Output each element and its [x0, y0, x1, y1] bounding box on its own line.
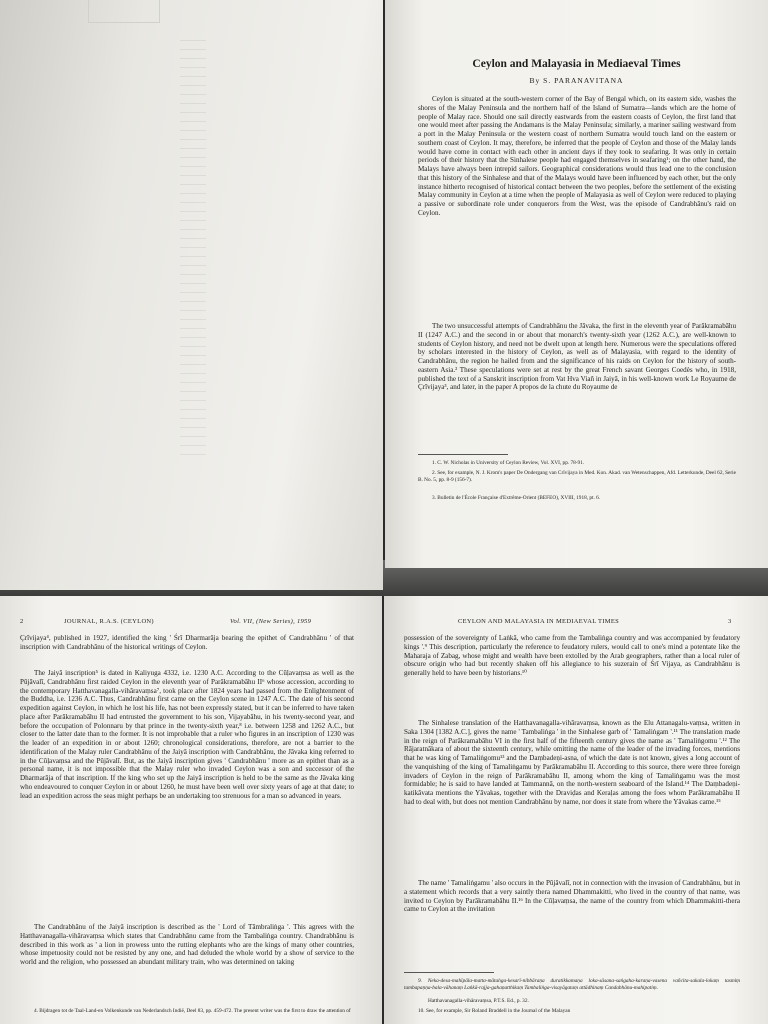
article-first-page [385, 0, 768, 568]
footnote-rule [404, 972, 494, 973]
page-number: 2 [20, 618, 24, 625]
article-byline: By S. PARANAVITANA [529, 76, 624, 85]
footnote-3: 3. Bulletin de l'École Française d'Extrême-Orient (BEFEO), XVIII, 1918, pt. 6. [432, 495, 601, 501]
body-paragraph-3: The Candrabhānu of the Jaiyā inscription is described as the ' Lord of Tāmbraliṅga '. This agrees with the Hatthavanagalla-vihāravaṃsa which states that Candrabhānu came from the Tambaliṅga country. Chandrabhānu is described in this work as ' a lion in prowess unto the rutting elephants who are the kings of many other countries, whose impetuosity could not be resisted by any one, and had deluded the whole world by a show of service to the world and the religion, who possessed an abundant military train, who was determined on taking [20, 923, 354, 966]
body-paragraph-1: Ceylon is situated at the south-western corner of the Bay of Bengal which, on its eastern side, washes the shores of the Malay Peninsula and the northern half of the Island of Sumatra—lands which are the home of people of Malay race. Should one sail directly eastwards from the eastern coasts of Ceylon, the first land that one would meet after passing the Andamans is the Malay Peninsula; similarly, a mariner sailing westward from a port in the Malay Peninsula or the western coast of northern Sumatra would touch land on the eastern or southern coast of Ceylon. It may, therefore, be inferred that the people of Ceylon and those of the Malay lands would have come in contact with each other in ancient days if they took to seafaring. It was only in certain periods of their history that the Sinhalese people had engaged themselves in seafaring¹; on the other hand, the Malays have always been intrepid sailors. Geographical considerations would thus lead one to the conclusion that this history of the Sinhalese and that of the Malays would have been influenced by each other, but the only instance hitherto recognised of historical contact between the two peoples, before the settlement of the existing Malay community in Ceylon at a time when the people of Malayasia as well of Ceylon were reduced to playing a passive or subordinate role under conquerors from the West, was the episode of Candrabhānu's raid on Ceylon. [418, 95, 736, 217]
body-paragraph-1: Çrīvijaya⁴, published in 1927, identified the king ' Śrī Dharmarāja bearing the epithet of Candrabhānu ' of that inscription with Candrabhānu of the historical writings of Ceylon. [20, 634, 354, 651]
footnote-rule [418, 454, 508, 455]
running-head-volume: Vol. VII, (New Series), 1959 [230, 618, 312, 625]
blank-facing-page [0, 0, 383, 590]
footnote-2: 2. See, for example, N. J. Krom's paper De Ondergang van Crīvijaya in Med. Kon. Akad. van Wetenschappen, Afd. Letterkunde, Deel 62, Serie B. No. 5, pp. 8-9 (156-7). [418, 470, 736, 483]
article-title: Ceylon and Malayasia in Mediaeval Times [472, 58, 681, 70]
footnote-9: 9. Neka-desa-mahīpāla-matta-mātaṅga-kesarī-nibbāraṇa duratikkamaṇa loka-sāsana-saṅgaha-karaṇa-vasena vañcita-sakala-lokaṃ tasmiṃ tambapaṇṇa-bala-vāhanaṃ Laṅkā-rajja-gahaṇatthikaṃ Tambaliṅga-visayāgataṃ attādhinaṃ Candabhānu-mahipatiṃ. [404, 978, 740, 991]
show-through-mark [88, 0, 160, 23]
body-paragraph-2: The Sinhalese translation of the Hatthavanagalla-vihāravaṃsa, known as the Elu Attanagalu-vaṃsa, written in Saka 1304 [1382 A.C.], gives the name ' Tambaliṅga ' in the Sinhalese garb of ' Tamaliṅgam '.¹¹ The translation made in the reign of Parākramabāhu VI in the first half of the fifteenth century gives the name as ' Tamaliṅgomu '.¹² The Rājaratnākara of about the sixteenth century, while omitting the name of the leader of the invading forces, mentions that he was king of Tamaliṅgomu¹³ and the Daṃbadeṇi-asna, of which the date is not known, gives a long account of the vanquishing of the king of Tamaliṅgamu by Parākramabāhu II. According to this source, there were three foreign invaders of Ceylon in the reign of Parākramabāhu II, among whom the king of Tamaliṅgamu was the most formidable; he is said to have landed at Tammannā, on the north-western seaboard of the Island.¹⁴ The Daṃbadeṇi-katikāvata mentions the Yāvakas, together with the Draviḍas and Keraḷas among the foes whom Parākramabāhu II had to deal with, but does not mention Candrabhānu by name, nor does it state from where the Yāvakas came.¹⁵ [404, 719, 740, 806]
footnote-4: 4. Bijdragen tot de Taal-Land-en Volkenkunde van Nederlandsch Indië, Deel 83, pp. 459-472. The present writer was the first to draw the attention of [34, 1008, 351, 1014]
running-head: CEYLON AND MALAYASIA IN MEDIAEVAL TIMES [458, 618, 620, 625]
journal-page-3 [384, 596, 768, 1024]
body-paragraph-2: The Jaiyā inscription⁵ is dated in Kaliyuga 4332, i.e. 1230 A.C. According to the Cūḷavaṃsa as well as the Pūjāvalī, Candrabhānu first raided Ceylon in the eleventh year of Parākramabāhu II⁶ whose accession, according to the contemporary Hatthavanagalla-vihāravaṃsa⁷, took place after 1824 years had passed from the Enlightenment of the Buddha, i.e. 1236 A.C. Thus, Candrabhānu first came on the Ceylon scene in 1247 A.C. The date of his second expedition against Ceylon, in which he lost his life, has not been expressly stated, but it can be inferred to have taken place after Parākramabāhu II had entrusted the government to his son, Vijayabāhu, in his twenty-second year, and before the occupation of Polonnaru by that prince in the twenty-sixth year,⁸ i.e. between 1258 and 1262 A.C., but closer to the latter date than to the former. It is not improbable that a ruler who figures in an inscription of 1230 was the leader of an expedition in or about 1260; chronological considerations, therefore, are not a barrier to the identification of the Malay ruler Candrabhānu of the Jaiyā inscription with Candrabhānu, the Jāvaka king referred to in the Cūḷavaṃsa and the Pūjāvalī. But, as the Jaiyā inscription gives ' Candrabhānu ' more as an epithet than as a personal name, it is not impossible that the Malay ruler who invaded Ceylon was a son and successor of the Dharmarāja of that inscription. If the king who set up the Jaiyā inscription is held to be the same as the Jāvaka king who endeavoured to conquer Ceylon in or about 1260, he must have been well over sixty years of age at that date; to lead an expedition across the seas might perhaps be an undertaking too strenuous for a man so advanced in years. [20, 669, 354, 800]
footnote-9-source: Hatthavanagalla-vihāravaṃsa, P.T.S. Ed., p. 32. [428, 998, 529, 1004]
page-number: 3 [728, 618, 732, 625]
running-head: JOURNAL, R.A.S. (CEYLON) [64, 618, 154, 625]
body-paragraph-1: possession of the sovereignty of Laṅkā, who came from the Tambaliṅga country and was accompanied by feudatory kings '.⁹ This description, particularly the reference to feudatory rulers, would call to one's mind a potentate like the Maharaja of Zabag, whose might and wealth have been extolled by the Arab geographers, rather than a local ruler of obscure origin who had but recently shaken off his allegiance to his suzerain of Śrī Vijaya, as Candrabhānu is generally held to have been by historians.¹⁰ [404, 634, 740, 677]
body-paragraph-2: The two unsuccessful attempts of Candrabhānu the Jāvaka, the first in the eleventh year of Parākramabāhu II (1247 A.C.) and the second in or about that monarch's twenty-sixth year (1262 A.C.), are well-known to students of Ceylon history, and need not be dwelt upon at length here. Numerous were the speculations offered by scholars interested in the history of Ceylon, as well as of Malayasia, with regard to the identity of Candrabhānu, the region he hailed from and the significance of his raids on Ceylon for the history of south-eastern Asia.² These speculations were set at rest by the great French savant Georges Coedès who, in 1918, published the text of a Sanskrit inscription from Vat Hva Viañ in Jaiyā, in his well-known work Le Royaume de Çrīvijaya³, and later, in the paper A propos de la chute du Royaume de [418, 322, 736, 392]
footnote-10: 10. See, for example, Sir Roland Braddell in the Journal of the Malayan [418, 1008, 571, 1014]
body-paragraph-3: The name ' Tamaliṅgamu ' also occurs in the Pūjāvalī, not in connection with the invasion of Candrabhānu, but in a statement which records that a very saintly thera named Dhammakitti, who lived in the country of that name, was invited to Ceylon by Parākramabāhu II.¹⁶ In the Cūḷavaṃsa, the name of the country from which Dhammakitti-thera came to Ceylon at the invitation [404, 879, 740, 914]
journal-page-2 [0, 596, 382, 1024]
footnote-1: 1. C. W. Nicholas in University of Ceylon Review, Vol. XVI, pp. 78-91. [432, 460, 585, 466]
show-through-text [180, 40, 206, 460]
